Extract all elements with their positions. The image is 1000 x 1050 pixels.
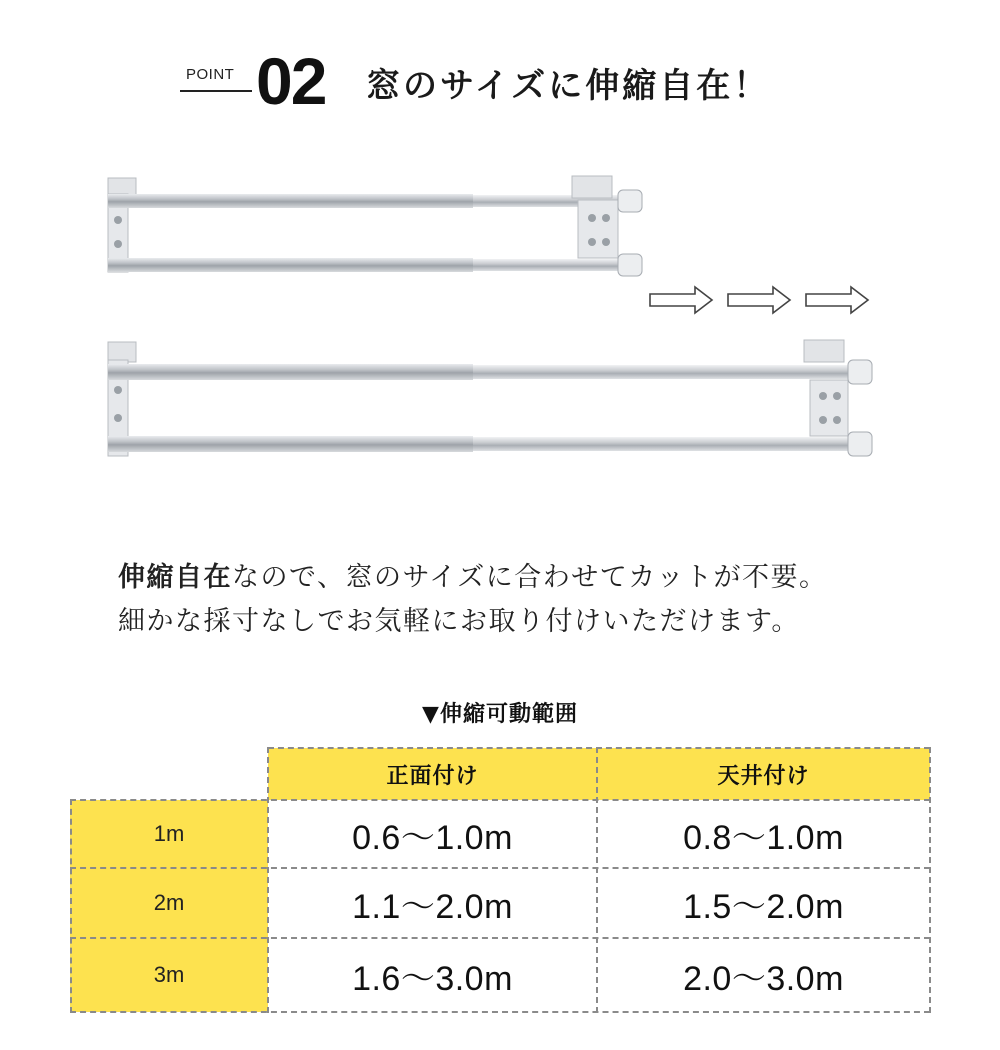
value-2m-ceiling: 1.5～2.0m [597,868,930,938]
point-header [0,44,1000,118]
table-divider [268,747,930,749]
point-underline [180,90,252,92]
table-divider [70,1011,930,1013]
row-label-2m: 2m [70,868,268,938]
rail-extended [108,340,872,456]
column-header-ceiling: 天井付け [597,748,930,800]
rail-retracted [108,176,642,276]
table-divider [70,937,930,939]
page-title: 窓のサイズに伸縮自在！ [366,66,771,106]
value-1m-ceiling: 0.8～1.0m [597,800,930,868]
description-line-1-text: なので、窓のサイズに合わせてカットが不要。 [232,562,828,593]
point-label: POINT [186,66,235,83]
description-line-2: 細かな採寸なしでお気軽にお取り付けいただけます。 [118,606,800,637]
table-divider [70,799,72,1013]
description-line-1 [118,556,828,600]
value-3m-front: 1.6～3.0m [268,938,597,1012]
value-3m-ceiling: 2.0～3.0m [597,938,930,1012]
table-divider [70,799,930,801]
value-2m-front: 1.1～2.0m [268,868,597,938]
description-highlight: 伸縮自在 [118,562,232,593]
double-arrow-right-icon [650,287,868,313]
row-label-3m: 3m [70,938,268,1012]
column-header-front: 正面付け [268,748,597,800]
table-divider [70,867,930,869]
description [118,556,828,644]
extendable-rail-illustration [0,150,1000,480]
point-number: 02 [256,44,326,118]
value-1m-front: 0.6～1.0m [268,800,597,868]
table-divider [929,747,931,1013]
table-divider [596,747,598,1013]
range-title: ▼伸縮可動範囲 [422,702,578,727]
row-label-1m: 1m [70,800,268,868]
table-divider [267,747,269,1013]
